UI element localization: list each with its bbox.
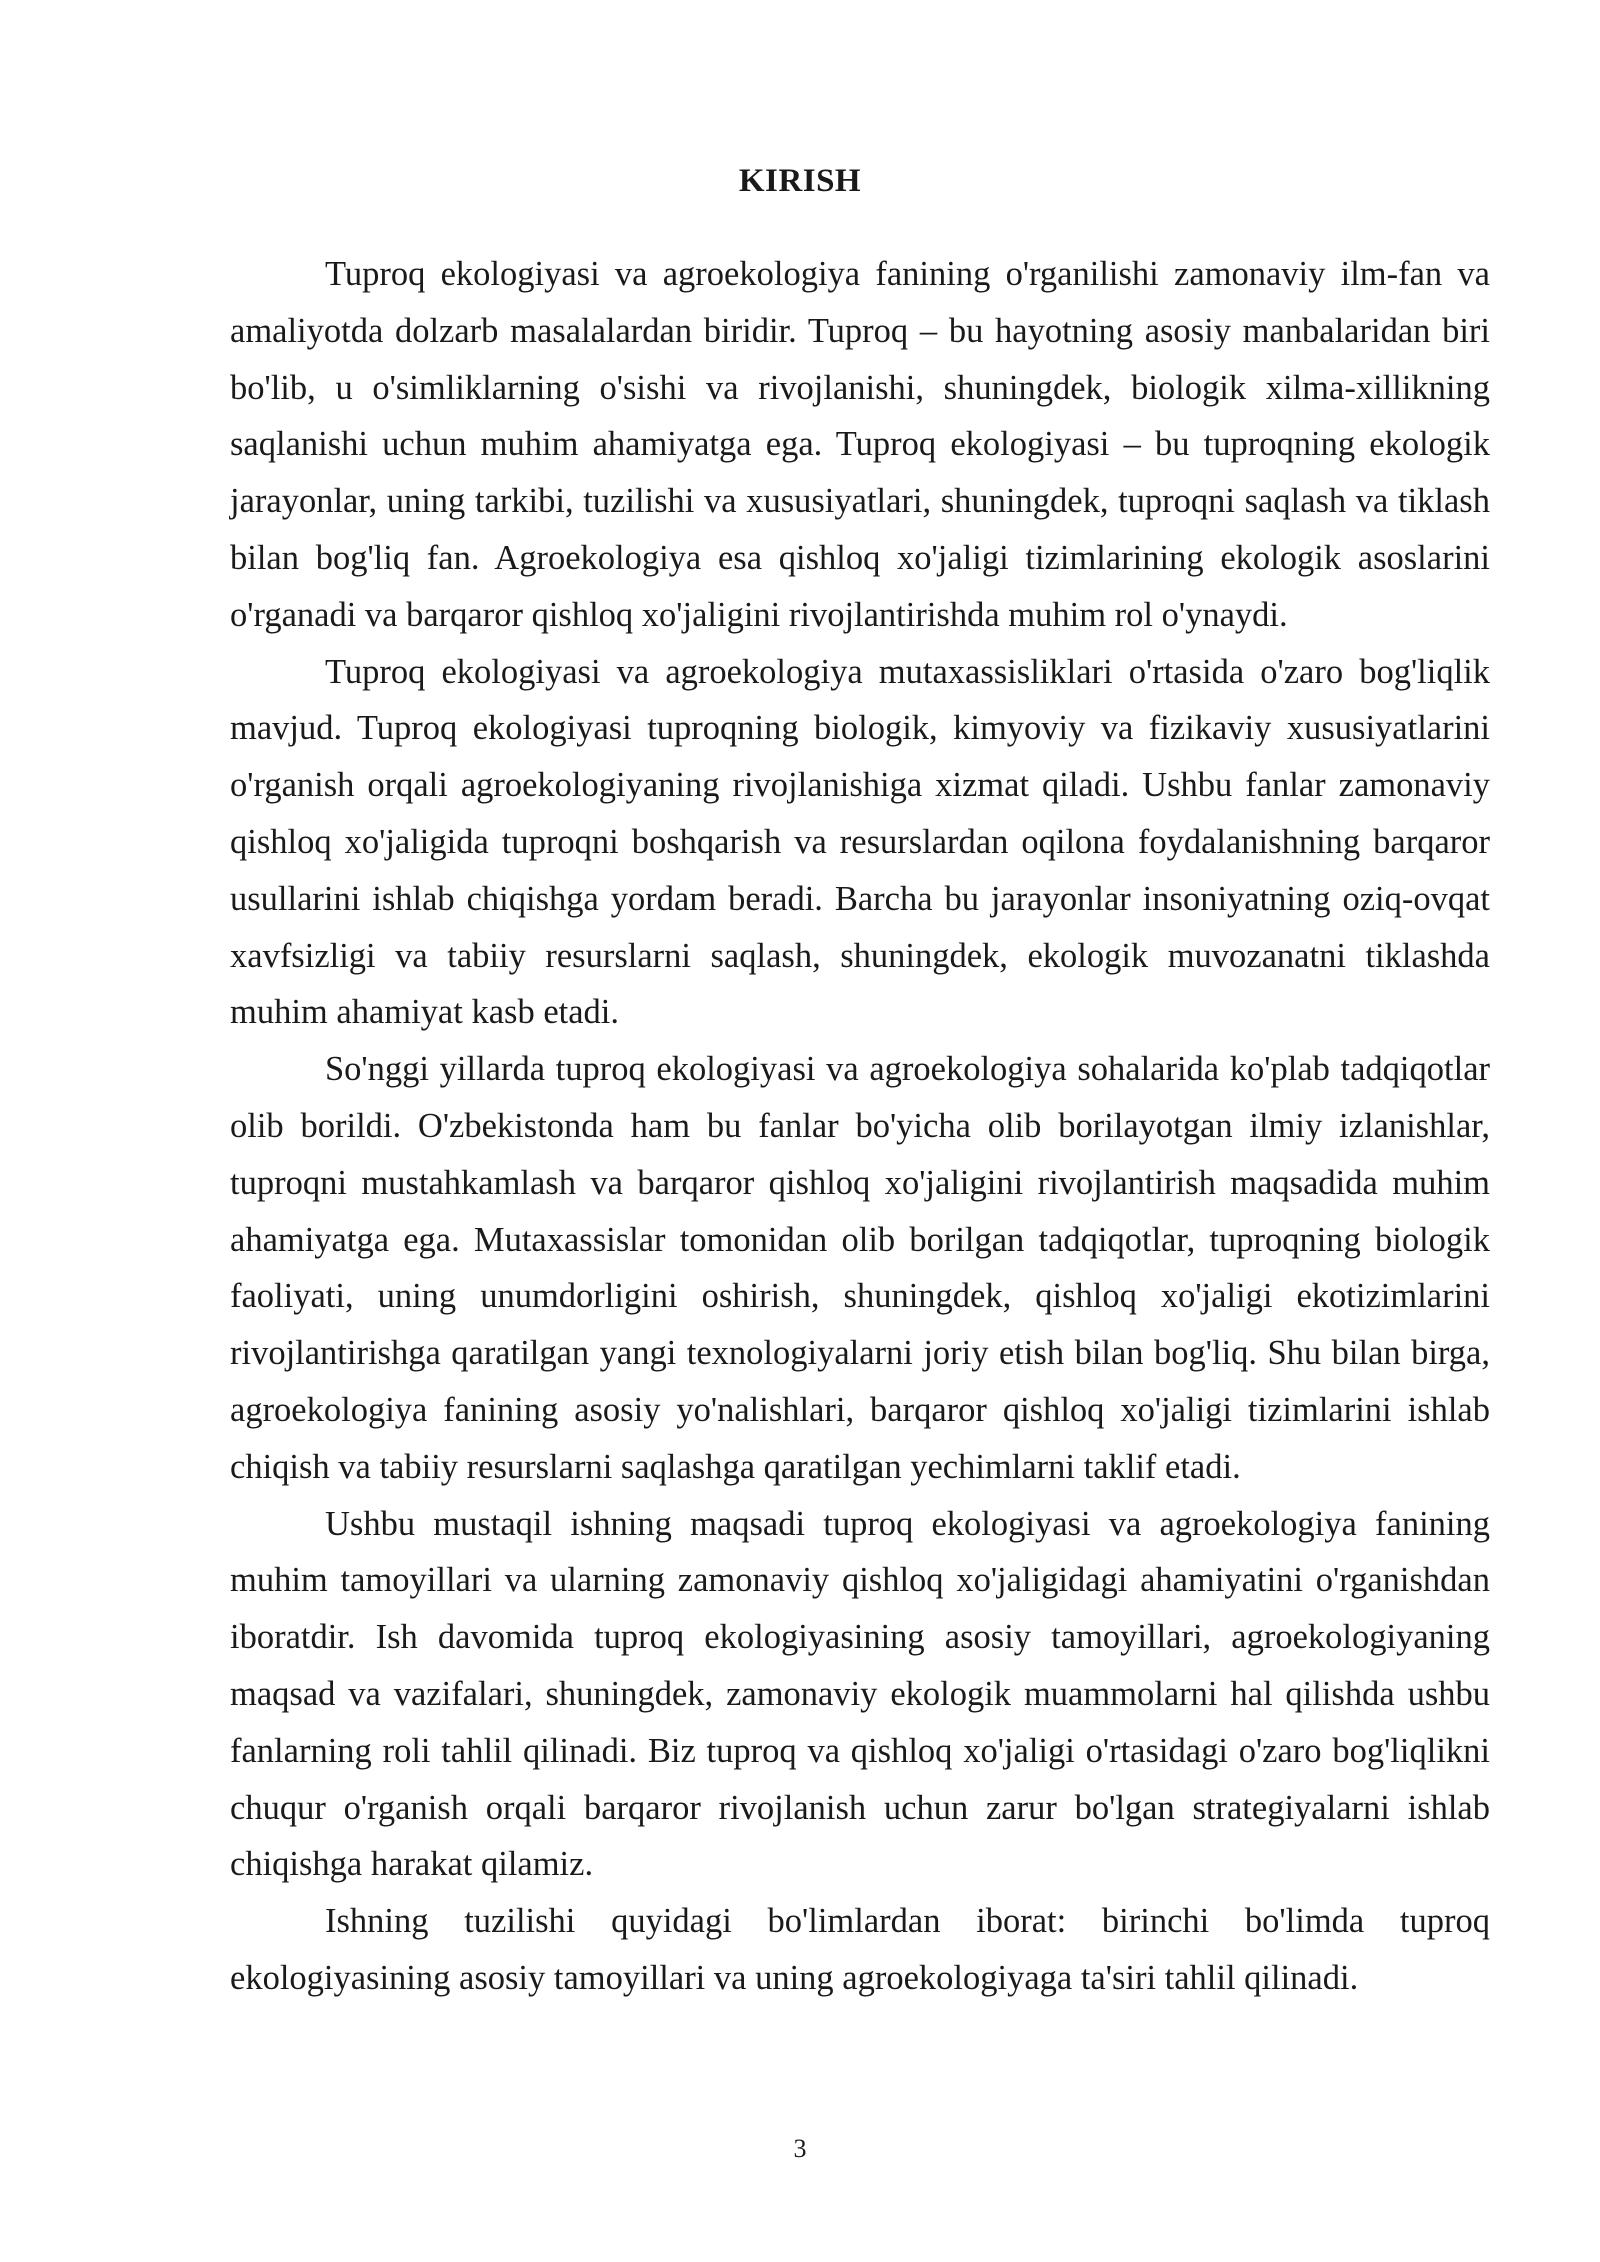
paragraph-3: So'nggi yillarda tuproq ekologiyasi va agroekologiya sohalarida ko'plab tadqiqotlar olib borildi. O'zbekistonda ham bu fanlar bo'yicha olib borilayotgan ilmiy izlanishlar, tuproqni mustahkamlash va barqaror qishloq xo'jaligini rivojlantirish maqsadida muhim ahamiyatga ega. Mutaxassislar tomonidan olib borilgan tadqiqotlar, tuproqning biologik faoliyati, uning unumdorligini oshirish, shuningdek, qishloq xo'jaligi ekotizimlarini rivojlantirishga qaratilgan yangi texnologiyalarni joriy etish bilan bog'liq. Shu bilan birga, agroekologiya fanining asosiy yo'nalishlari, barqaror qishloq xo'jaligi tizimlarini ishlab chiqish va tabiiy resurslarni saqlashga qaratilgan yechimlarni taklif etadi. (230, 1050, 1490, 1486)
paragraph-1: Tuproq ekologiyasi va agroekologiya fanining o'rganilishi zamonaviy ilm-fan va amaliyotda dolzarb masalalardan biridir. Tuproq – bu hayotning asosiy manbalaridan biri bo'lib, u o'simliklarning o'sishi va rivojlanishi, shuningdek, biologik xilma-xillikning saqlanishi uchun muhim ahamiyatga ega. Tuproq ekologiyasi – bu tuproqning ekologik jarayonlar, uning tarkibi, tuzilishi va xususiyatlari, shuningdek, tuproqni saqlash va tiklash bilan bog'liq fan. Agroekologiya esa qishloq xo'jaligi tizimlarining ekologik asoslarini o'rganadi va barqaror qishloq xo'jaligini rivojlantirishda muhim rol o'ynaydi. (230, 255, 1490, 634)
page-number: 3 (793, 2134, 807, 2163)
paragraph-2: Tuproq ekologiyasi va agroekologiya mutaxassisliklari o'rtasida o'zaro bog'liqlik mavjud. Tuproq ekologiyasi tuproqning biologik, kimyoviy va fizikaviy xususiyatlarini o'rganish orqali agroekologiyaning rivojlanishiga xizmat qiladi. Ushbu fanlar zamonaviy qishloq xo'jaligida tuproqni boshqarish va resurslardan oqilona foydalanishning barqaror usullarini ishlab chiqishga yordam beradi. Barcha bu jarayonlar insoniyatning oziq-ovqat xavfsizligi va tabiiy resurslarni saqlash, shuningdek, ekologik muvozanatni tiklashda muhim ahamiyat kasb etadi. (230, 652, 1490, 1032)
body-text (230, 246, 1490, 2007)
paragraph-5: Ishning tuzilishi quyidagi bo'limlardan iborat: birinchi bo'limda tuproq ekologiyasining asosiy tamoyillari va uning agroekologiyaga ta'siri tahlil qilinadi. (230, 1902, 1490, 1997)
page-title: KIRISH (738, 163, 862, 199)
paragraph-4: Ushbu mustaqil ishning maqsadi tuproq ekologiyasi va agroekologiya fanining muhim tamoyillari va ularning zamonaviy qishloq xo'jaligidagi ahamiyatini o'rganishdan iboratdir. Ish davomida tuproq ekologiyasining asosiy tamoyillari, agroekologiyaning maqsad va vazifalari, shuningdek, zamonaviy ekologik muammolarni hal qilishda ushbu fanlarning roli tahlil qilinadi. Biz tuproq va qishloq xo'jaligi o'rtasidagi o'zaro bog'liqlikni chuqur o'rganish orqali barqaror rivojlanish uchun zarur bo'lgan strategiyalarni ishlab chiqishga harakat qilamiz. (230, 1504, 1490, 1884)
